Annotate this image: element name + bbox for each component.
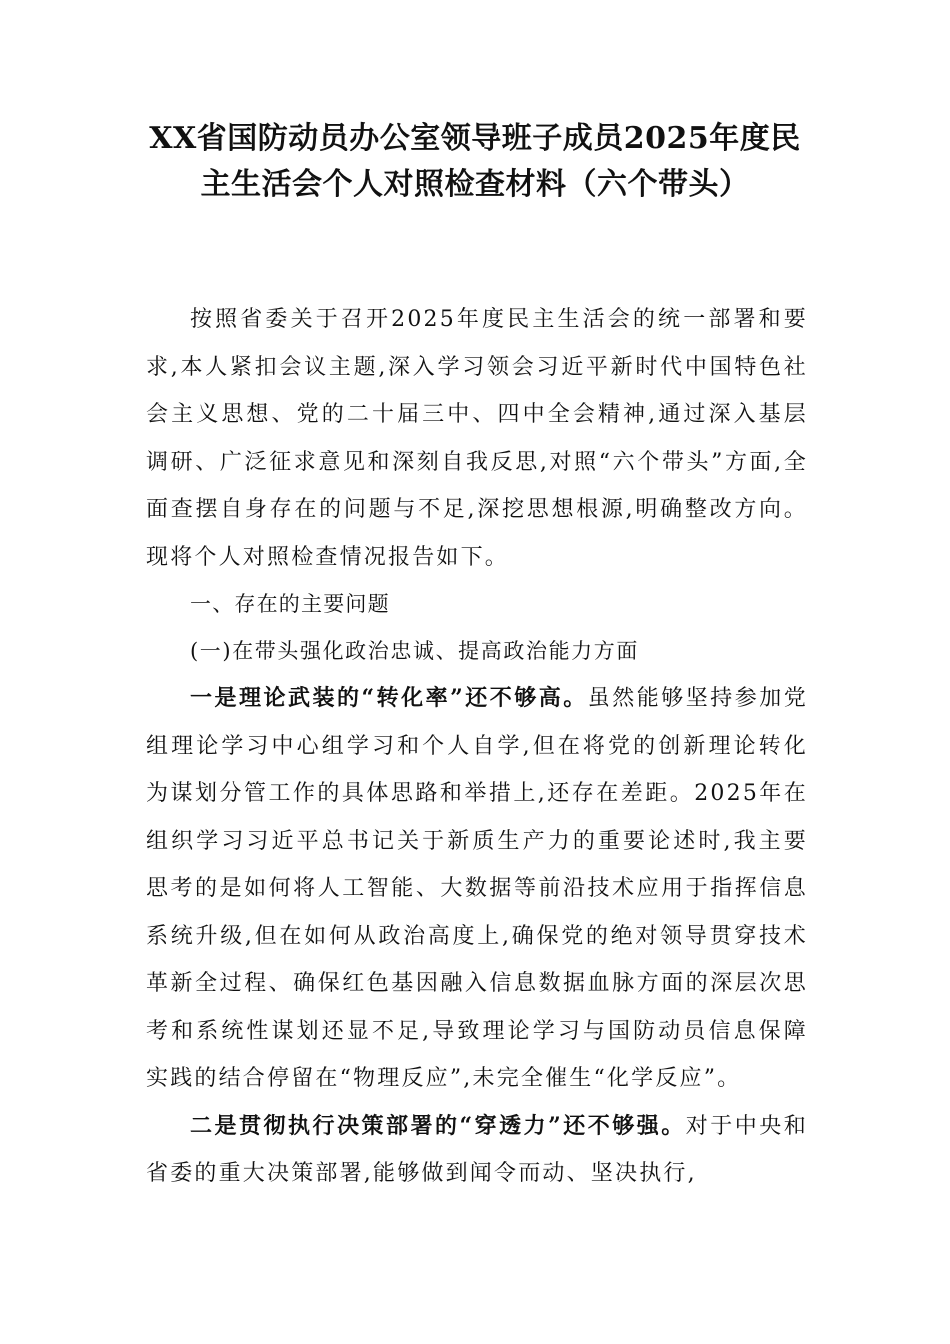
point-two-text: 对于中央和省委的重大决策部署,能够做到闻令而动、坚决执行,	[146, 1113, 808, 1186]
section-heading: 一、存在的主要问题	[190, 592, 390, 616]
point-one-lead: 一是理论武装的“转化率”还不够高。	[190, 685, 588, 711]
document-body	[146, 296, 808, 1198]
document-title: XX省国防动员办公室领导班子成员2025年度民主生活会个人对照检查材料（六个带头）	[149, 121, 801, 202]
point-two-lead: 二是贯彻执行决策部署的“穿透力”还不够强。	[190, 1112, 686, 1139]
subsection-heading: (一)在带头强化政治忠诚、提高政治能力方面	[190, 639, 639, 663]
intro-paragraph: 按照省委关于召开2025年度民主生活会的统一部署和要求,本人紧扣会议主题,深入学习领会习近平新时代中国特色社会主义思想、党的二十届三中、四中全会精神,通过深入基层调研、广泛征求意见和深刻自我反思,对照“六个带头”方面,全面查摆自身存在的问题与不足,深挖思想根源,明确整改方向。现将个人对照检查情况报告如下。	[146, 307, 808, 570]
point-one-paragraph	[146, 675, 808, 1103]
point-two-paragraph	[146, 1103, 808, 1198]
point-one-text: 虽然能够坚持参加党组理论学习中心组学习和个人自学,但在将党的创新理论转化为谋划分管工作的具体思路和举措上,还存在差距。2025年在组织学习习近平总书记关于新质生产力的重要论述时,我主要思考的是如何将人工智能、大数据等前沿技术应用于指挥信息系统升级,但在如何从政治高度上,确保党的绝对领导贯穿技术革新全过程、确保红色基因融入信息数据血脉方面的深层次思考和系统性谋划还显不足,导致理论学习与国防动员信息保障实践的结合停留在“物理反应”,未完全催生“化学反应”。	[146, 686, 808, 1091]
